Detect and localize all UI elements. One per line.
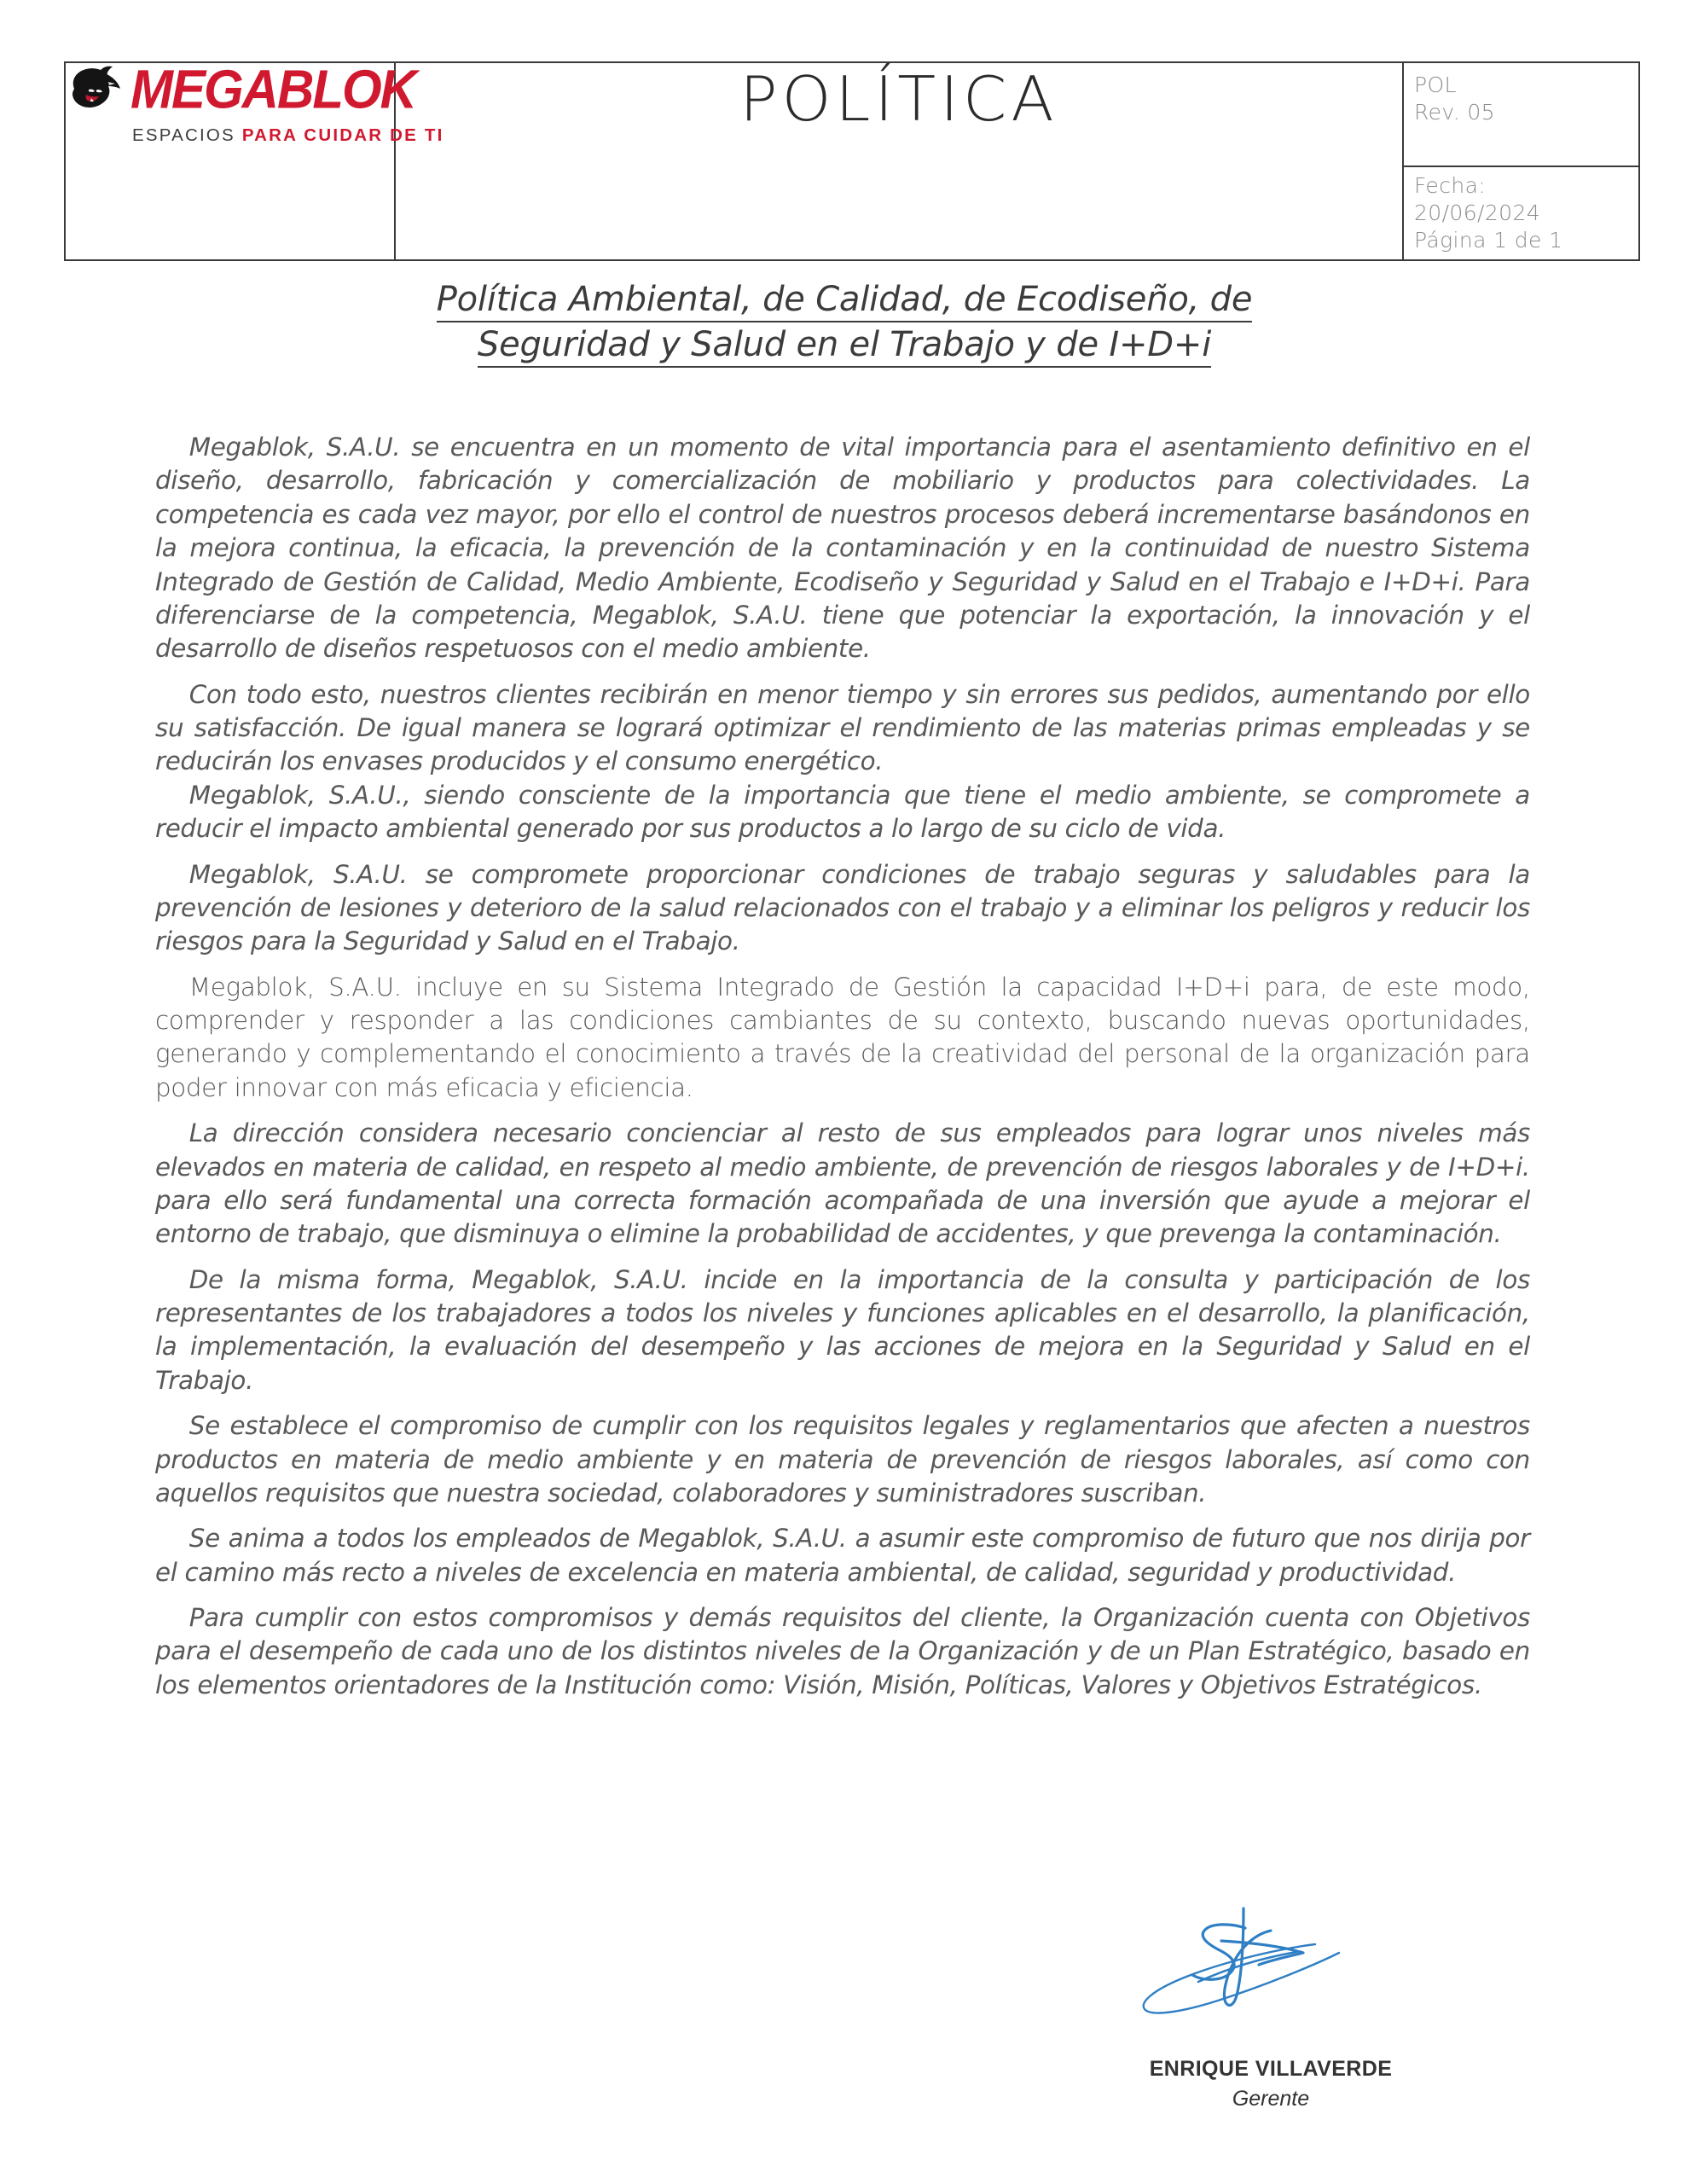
signature-block: [1006, 1890, 1535, 2111]
handwritten-signature-icon: [1092, 1890, 1450, 2052]
header-code-cell: [1403, 62, 1639, 166]
policy-paragraph: Para cumplir con estos compromisos y demás requisitos del cliente, la Organización cuenta con Objetivos para el desempeño de cada uno de los distintos niveles de la Organización y de un Plan Estratégico, basado en los elementos orientadores de la Institución como: Visión, Misión, Políticas, Valores y Objetivos Estratégicos.: [155, 1603, 1530, 1699]
policy-heading-line-2: Seguridad y Salud en el Trabajo y de I+D+i: [478, 325, 1211, 368]
logo-wordmark: MEGABLOK: [130, 58, 415, 120]
policy-paragraph: La dirección considera necesario concienciar al resto de sus empleados para lograr unos niveles más elevados en materia de calidad, en respeto al medio ambiente, de prevención de riesgos laborales y de I+D+i. para ello será fundamental una correcta formación acompañada de una inversión que ayude a mejorar el entorno de trabajo, que disminuya o elimine la probabilidad de accidentes, y que prevenga la contaminación.: [155, 1118, 1530, 1249]
document-type-title: POLÍTICA: [739, 63, 1058, 135]
date-value: 20/06/2024: [1414, 200, 1541, 225]
policy-paragraph: De la misma forma, Megablok, S.A.U. incide en la importancia de la consulta y participación de los representantes de los trabajadores a todos los niveles y funciones aplicables en el desarrollo, la planificación, la implementación, la evaluación del desempeño y las acciones de mejora en la Seguridad y Salud en el Trabajo.: [155, 1264, 1530, 1395]
policy-paragraph: Se establece el compromiso de cumplir con los requisitos legales y reglamentarios que afecten a nuestros productos en materia de medio ambiente y en materia de prevención de riesgos laborales, así como con aquellos requisitos que nuestra sociedad, colaboradores y suministradores suscriban.: [155, 1411, 1530, 1507]
policy-body: [155, 431, 1537, 1714]
policy-paragraph: Megablok, S.A.U. se encuentra en un momento de vital importancia para el asentamiento definitivo en el diseño, desarrollo, fabricación y comercialización de mobiliario y productos para colectividades. La competencia es cada vez mayor, por ello el control de nuestros procesos deberá incrementarse basándonos en la mejora continua, la eficacia, la prevención de la contaminación y en la continuidad de nuestro Sistema Integrado de Gestión de Calidad, Medio Ambiente, Ecodiseño y Seguridad y Salud en el Trabajo e I+D+i. Para diferenciarse de la competencia, Megablok, S.A.U. tiene que potenciar la exportación, la innovación y el desarrollo de diseños respetuosos con el medio ambiente.: [155, 433, 1530, 664]
header-date-cell: [1403, 166, 1639, 260]
page-number-label: Página 1 de 1: [1414, 228, 1563, 253]
policy-paragraph: Megablok, S.A.U. incluye en su Sistema Integrado de Gestión la capacidad I+D+i para, de este modo, comprender y responder a las condiciones cambiantes de su contexto, buscando nuevas oportunidades, generando y complementando el conocimiento a través de la creatividad del personal de la organización para poder innovar con más eficacia y eficiencia.: [155, 972, 1530, 1102]
document-code: POL: [1414, 73, 1457, 97]
policy-paragraph: Con todo esto, nuestros clientes recibirán en menor tiempo y sin errores sus pedidos, aumentando por ello su satisfacción. De igual manera se logrará optimizar el rendimiento de las materias primas empleadas y se reducirán los envases producidos y el consumo energético.: [155, 679, 1530, 776]
document-header-table: [64, 58, 1640, 261]
header-doctype-cell: [395, 62, 1403, 260]
policy-paragraph: Se anima a todos los empleados de Megablok, S.A.U. a asumir este compromiso de futuro que nos dirija por el camino más recto a niveles de excelencia en materia ambiental, de calidad, seguridad y productividad.: [155, 1524, 1530, 1587]
signatory-name: ENRIQUE VILLAVERDE: [1149, 2057, 1393, 2081]
signatory-role: Gerente: [1232, 2087, 1310, 2111]
date-label: Fecha:: [1414, 173, 1487, 198]
panther-head-icon: [66, 63, 122, 116]
policy-paragraph: Megablok, S.A.U., siendo consciente de la importancia que tiene el medio ambiente, se compromete a reducir el impacto ambiental generado por sus productos a lo largo de su ciclo de vida.: [155, 780, 1530, 844]
header-logo-cell: [65, 58, 444, 260]
logo-tagline-part2: PARA CUIDAR DE TI: [241, 125, 444, 145]
policy-paragraph: Megablok, S.A.U. se compromete proporcionar condiciones de trabajo seguras y saludables para la prevención de lesiones y deterioro de la salud relacionados con el trabajo y a eliminar los peligros y reducir los riesgos para la Seguridad y Salud en el Trabajo.: [155, 859, 1530, 956]
logo-tagline-part1: ESPACIOS: [132, 125, 235, 145]
policy-heading-line-1: Política Ambiental, de Calidad, de Ecodiseño, de: [437, 280, 1253, 322]
policy-heading: [154, 277, 1535, 368]
document-revision: Rev. 05: [1414, 100, 1495, 125]
